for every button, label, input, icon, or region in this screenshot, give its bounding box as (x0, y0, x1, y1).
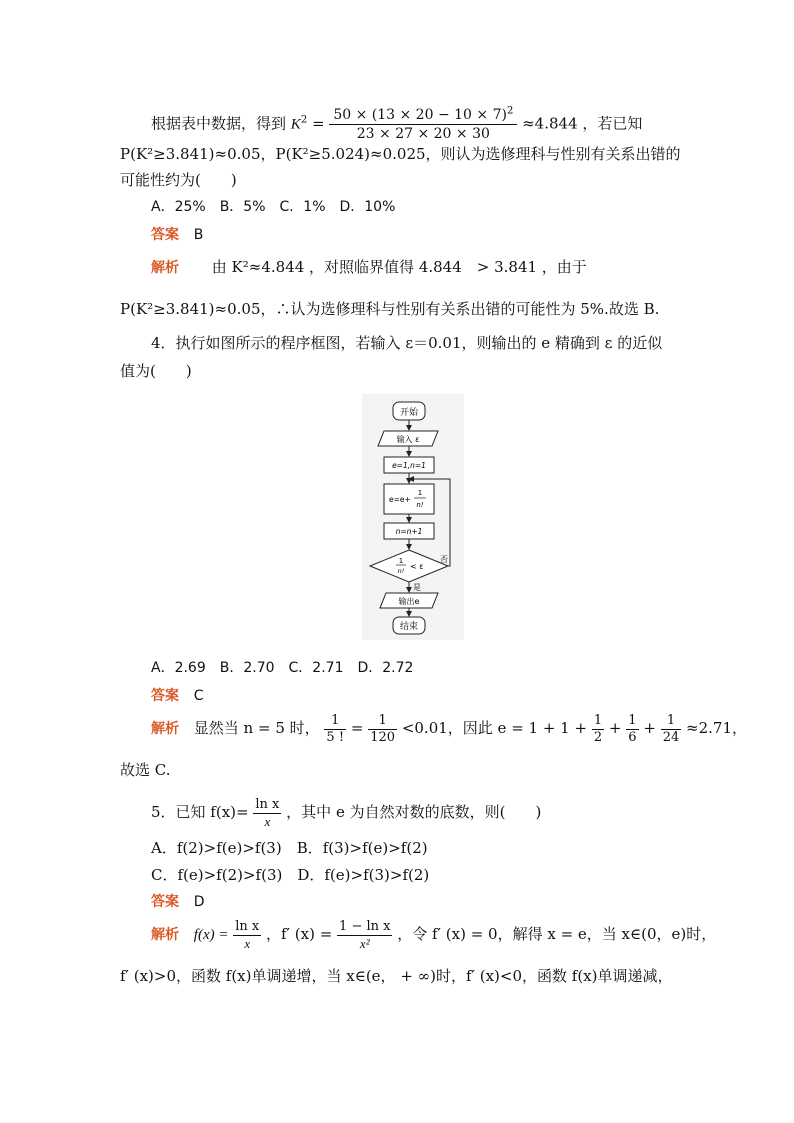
plus-sign: + (643, 719, 656, 737)
q4-stem-line2: 值为( ) (120, 362, 192, 380)
q3-formula-tail: ≈4.844 ，若已知 (522, 114, 643, 133)
flow-cond-tail: < ε (410, 562, 424, 571)
q3-analysis-line1 (151, 257, 587, 278)
flow-start-label: 开始 (399, 408, 419, 418)
k2-formula-numerator: 50 × (13 × 20 − 10 × 7) (333, 107, 507, 123)
frac-1-over-6 (626, 713, 638, 746)
frac-num: 1 (628, 712, 637, 728)
frac-den: 24 (662, 729, 680, 745)
q3-equals: = (311, 114, 325, 133)
frac-den: x (244, 935, 251, 951)
q5-stem-a: 5．已知 f(x)= (151, 803, 249, 821)
frac-num: 1 − ln x (339, 918, 391, 934)
frac-1-over-120 (368, 713, 397, 746)
q5-options-ab: A．f(2)>f(e)>f(3) B．f(3)>f(e)>f(2) (151, 839, 428, 857)
frac-lnx-over-x (233, 919, 261, 952)
q5-answer (151, 891, 205, 912)
flow-yes-label: 是 (413, 583, 421, 592)
answer-value: B (193, 227, 204, 243)
frac-den: 6 (628, 729, 637, 745)
q4-analysis-line1 (151, 708, 747, 749)
answer-label: 答案 (151, 894, 179, 910)
flow-increment-label: n=n+1 (395, 527, 423, 536)
q3-stem-prefix: 根据表中数据，得到 (151, 114, 287, 133)
frac-den: 120 (370, 729, 396, 745)
q4-options: A．2.69 B．2.70 C．2.71 D．2.72 (151, 660, 414, 676)
frac-lnx-over-x (253, 797, 281, 830)
frac-num: 1 (368, 713, 397, 730)
frac-num: 1 (661, 713, 682, 730)
k2-formula-sup: 2 (506, 105, 514, 117)
q4-analysis-b: <0.01，因此 e = 1 + 1 + (401, 719, 588, 737)
flow-end-label: 结束 (399, 622, 419, 632)
q5-analysis-c: ，令 f′ (x) = 0，解得 x = e，当 x∈(0，e)时， (397, 925, 717, 943)
frac-num: ln x (255, 796, 280, 812)
q5-stem-line1 (151, 792, 541, 832)
q3-stem-line3: 可能性约为( ) (120, 171, 237, 189)
q4-stem-line1: 4．执行如图所示的程序框图，若输入 ε＝0.01，则输出的 e 精确到 ε 的近似 (151, 334, 663, 352)
flowchart (360, 392, 466, 642)
q3-analysis-line2: P(K²≥3.841)≈0.05，∴认为选修理科与性别有关系出错的可能性为 5%.故选 B. (120, 300, 660, 318)
analysis-label: 解析 (151, 260, 179, 276)
answer-label: 答案 (151, 227, 179, 243)
analysis-label: 解析 (151, 927, 179, 943)
frac-den: x (264, 813, 271, 829)
q5-options-cd: C．f(e)>f(2)>f(3) D．f(e)>f(3)>f(2) (151, 866, 430, 884)
answer-value: C (193, 688, 204, 704)
q5-analysis-a: f(x) = (193, 927, 229, 943)
answer-value: D (193, 894, 205, 910)
k2-symbol: K (290, 116, 301, 133)
q5-analysis-line1 (151, 914, 716, 955)
q3-options: A．25% B．5% C．1% D．10% (151, 199, 396, 215)
plus-sign: + (608, 719, 622, 737)
frac-num: ln x (235, 918, 260, 934)
q4-equals: = (350, 719, 364, 737)
frac-num: 1 (593, 712, 603, 728)
flow-cond-den: n! (397, 567, 405, 575)
flow-cond-num: 1 (398, 557, 404, 565)
k2-formula-denominator: 23 × 27 × 20 × 30 (356, 126, 490, 142)
frac-1-over-24 (661, 713, 682, 746)
q5-analysis-line2: f′ (x)>0，函数 f(x)单调递增，当 x∈(e， + ∞)时，f′ (x)<0，函数 f(x)单调递减， (120, 967, 673, 985)
answer-label: 答案 (151, 688, 179, 704)
q3-answer (151, 224, 203, 245)
flow-update-prefix: e=e+ (389, 495, 411, 504)
flow-input-label: 输入 ε (396, 435, 420, 444)
q5-analysis-b: ，f′ (x) = (266, 925, 333, 943)
q4-analysis-a: 显然当 n = 5 时， (193, 719, 320, 737)
frac-num: 1 (324, 713, 346, 730)
frac-den: 5 ! (326, 729, 345, 745)
k2-formula (329, 106, 517, 143)
q3-analysis-text: 由 K²≈4.844 ，对照临界值得 4.844 > 3.841 ，由于 (211, 258, 587, 276)
frac-den: x² (359, 935, 370, 951)
analysis-label: 解析 (151, 721, 179, 737)
flow-update-den: n! (416, 501, 424, 509)
q5-stem-b: ，其中 e 为自然对数的底数，则( ) (286, 803, 542, 821)
frac-1-over-2 (592, 713, 604, 746)
q4-analysis-line2: 故选 C. (120, 761, 171, 779)
frac-den: 2 (593, 729, 603, 745)
flow-no-label: 否 (440, 555, 448, 564)
q3-stem-line1: 根据表中数据，得到 $K^2$ = $\frac{50 \times (13 \times 20 - 10 \times 7)^2}{23 \times 27 \times 20 \times 30}$ ≈4.844 ，若已知 (151, 105, 643, 142)
flow-update-num: 1 (417, 489, 423, 497)
flow-init-label: e=1,n=1 (392, 461, 426, 470)
frac-derivative (337, 919, 392, 952)
q4-analysis-c: ≈2.71， (686, 719, 747, 737)
q4-answer (151, 685, 204, 706)
flow-output-label: 输出e (398, 597, 420, 606)
q3-stem-line2: P(K²≥3.841)≈0.05，P(K²≥5.024)≈0.025，则认为选修理科与性别有关系出错的 (120, 145, 681, 163)
frac-1-over-5fact (324, 713, 346, 746)
